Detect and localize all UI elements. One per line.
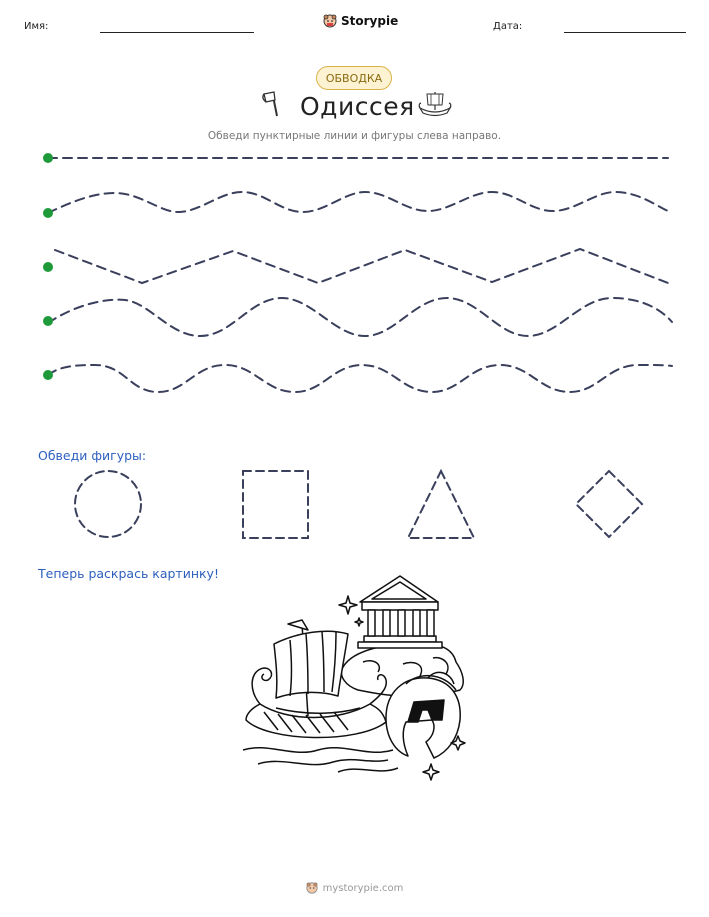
trace-square[interactable] — [243, 471, 308, 538]
start-dot — [43, 370, 53, 380]
helmet — [386, 678, 460, 758]
name-label: Имя: — [24, 21, 49, 32]
worksheet-type-badge: ОБВОДКА — [316, 66, 392, 90]
ship-hull — [246, 704, 386, 738]
coloring-section-title: Теперь раскрась картинку! — [38, 566, 219, 581]
footer-site[interactable]: mystorypie.com — [322, 882, 404, 894]
trace-big-wave[interactable] — [48, 298, 672, 336]
start-dot — [43, 262, 53, 272]
start-dot — [43, 153, 53, 163]
waves — [243, 748, 393, 753]
start-dot — [43, 208, 53, 218]
ship-sail — [274, 631, 348, 698]
trace-triangle[interactable] — [408, 471, 474, 538]
coloring-picture[interactable] — [238, 572, 470, 784]
footer — [0, 882, 709, 894]
shapes-section-title: Обведи фигуры: — [38, 448, 147, 463]
temple-roof — [360, 576, 438, 602]
trace-bumpy-wave[interactable] — [48, 365, 672, 392]
trace-circle[interactable] — [75, 471, 141, 537]
trace-smooth-wave[interactable] — [48, 192, 668, 213]
page-title: Одиссея — [300, 92, 415, 121]
brand-name: Storypie — [341, 14, 399, 28]
date-label: Дата: — [493, 21, 523, 32]
trace-diamond[interactable] — [576, 471, 642, 537]
shapes-area — [0, 460, 709, 560]
sparkle — [339, 596, 357, 614]
tracing-area — [0, 0, 709, 420]
start-dot — [43, 316, 53, 326]
trace-zigzag[interactable] — [55, 249, 668, 283]
instruction-text: Обведи пунктирные линии и фигуры слева направо. — [207, 130, 502, 142]
logo-icon — [306, 882, 318, 894]
